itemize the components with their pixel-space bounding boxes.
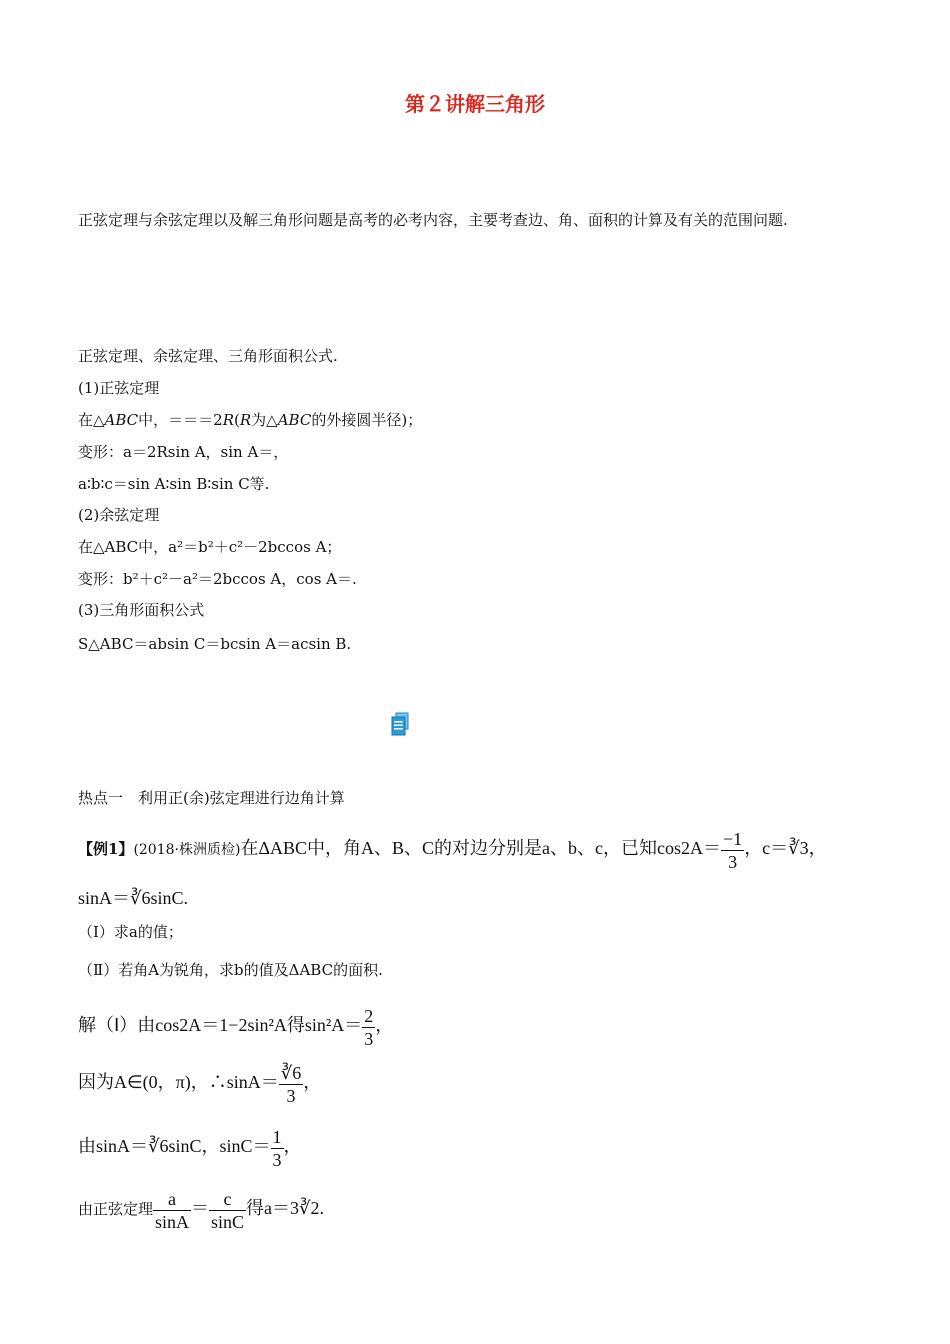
area-heading: (3)三角形面积公式 bbox=[78, 601, 205, 619]
intro-paragraph: 正弦定理与余弦定理以及解三角形问题是高考的必考内容，主要考查边、角、面积的计算及有关的范围问题. bbox=[78, 211, 788, 229]
cos-law-line-2: 变形：b²＋c²－a²＝2bccos A，cos A＝. bbox=[78, 570, 357, 588]
hot-point-heading: 热点一 利用正(余)弦定理进行边角计算 bbox=[78, 789, 345, 807]
solution-line-3: 由sinA＝∛6sinC，sinC＝ $\frac{1}{3}$ ， bbox=[78, 1126, 302, 1170]
example-line-1: 【例1】(2018·株洲质检)在ΔABC中，角A、B、C的对边分别是a、b、c，已知cos2A＝ $\frac{-1}{3}$ ，c＝∛3， bbox=[78, 828, 827, 872]
question-1: （Ⅰ）求a的值； bbox=[78, 923, 183, 941]
sine-law-line-2: 变形：a＝2Rsin A，sin A＝， bbox=[78, 443, 289, 461]
solution-line-1: 解（Ⅰ）由cos2A＝1−2sin²A得sin²A＝ $\frac{2}{3}$ ， bbox=[78, 1005, 394, 1049]
fraction: $\frac{-1}{3}$ bbox=[723, 828, 743, 872]
cos-law-line-1: 在△ABC中，a²＝b²＋c²－2bccos A； bbox=[78, 538, 342, 556]
sine-law-line-1: 在△ABC中，＝＝＝2R(R为△ABC的外接圆半径)； bbox=[78, 411, 423, 429]
area-formula: S△ABC＝absin C＝bcsin A＝acsin B. bbox=[78, 635, 352, 653]
section-heading: 正弦定理、余弦定理、三角形面积公式. bbox=[78, 347, 338, 365]
solution-line-4: 由正弦定理 $\frac{a}{\sin A}$ ＝ $\frac{c}{\sin C}$ 得a＝3∛2. bbox=[78, 1188, 325, 1232]
solution-line-2: 因为A∈(0，π)，∴sinA＝ $\frac{∛6}{3}$ ， bbox=[78, 1062, 322, 1106]
document-icon bbox=[391, 712, 409, 736]
question-2: （Ⅱ）若角A为锐角，求b的值及ΔABC的面积. bbox=[78, 961, 383, 979]
sine-law-line-3: a∶b∶c＝sin A∶sin B∶sin C等. bbox=[78, 475, 270, 493]
example-label: 【例1】 bbox=[78, 840, 134, 858]
cos-law-heading: (2)余弦定理 bbox=[78, 506, 160, 524]
example-line-2: sinA＝∛6sinC. bbox=[78, 888, 188, 908]
page-title: 第２讲解三角形 bbox=[405, 92, 545, 116]
sine-law-heading: (1)正弦定理 bbox=[78, 379, 160, 397]
